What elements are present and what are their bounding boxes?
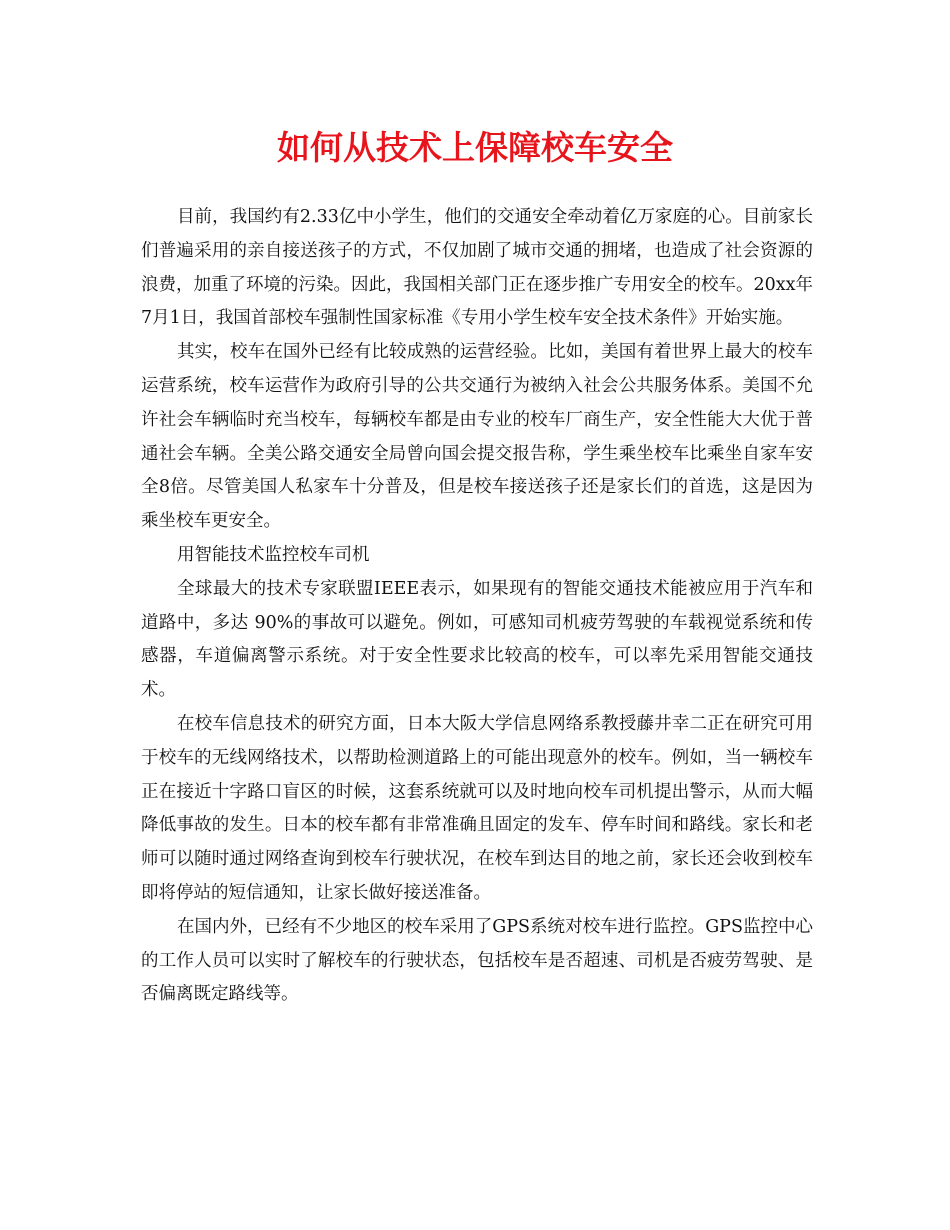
paragraph-ieee: 全球最大的技术专家联盟IEEE表示，如果现有的智能交通技术能被应用于汽车和道路中，多达 90%的事故可以避免。例如，可感知司机疲劳驾驶的车载视觉系统和传感器，车道偏离警示系统。对于安全性要求比较高的校车，可以率先采用智能交通技术。 — [141, 578, 813, 701]
document-body — [141, 201, 813, 1012]
section-heading-smart-monitoring: 用智能技术监控校车司机 — [177, 544, 370, 565]
paragraph-gps-monitoring: 在国内外，已经有不少地区的校车采用了GPS系统对校车进行监控。GPS监控中心的工作人员可以实时了解校车的行驶状态，包括校车是否超速、司机是否疲劳驾驶、是否偏离既定路线等。 — [141, 916, 813, 1005]
paragraph-japan-research: 在校车信息技术的研究方面，日本大阪大学信息网络系教授藤井幸二正在研究可用于校车的无线网络技术，以帮助检测道路上的可能出现意外的校车。例如，当一辆校车正在接近十字路口盲区的时候，这套系统就可以及时地向校车司机提出警示，从而大幅降低事故的发生。日本的校车都有非常准确且固定的发车、停车时间和路线。家长和老师可以随时通过网络查询到校车行驶状况，在校车到达目的地之前，家长还会收到校车即将停站的短信通知，让家长做好接送准备。 — [141, 713, 813, 903]
paragraph-overseas-experience: 其实，校车在国外已经有比较成熟的运营经验。比如，美国有着世界上最大的校车运营系统，校车运营作为政府引导的公共交通行为被纳入社会公共服务体系。美国不允许社会车辆临时充当校车，每辆校车都是由专业的校车厂商生产，安全性能大大优于普通社会车辆。全美公路交通安全局曾向国会提交报告称，学生乘坐校车比乘坐自家车安全8倍。尽管美国人私家车十分普及，但是校车接送孩子还是家长们的首选，这是因为乘坐校车更安全。 — [141, 342, 813, 532]
document-title: 如何从技术上保障校车安全 — [277, 128, 673, 167]
paragraph-intro: 目前，我国约有2.33亿中小学生，他们的交通安全牵动着亿万家庭的心。目前家长们普遍采用的亲自接送孩子的方式，不仅加剧了城市交通的拥堵，也造成了社会资源的浪费，加重了环境的污染。因此，我国相关部门正在逐步推广专用安全的校车。20xx年 7月1日，我国首部校车强制性国家标准《专用小学生校车安全技术条件》开始实施。 — [141, 207, 814, 329]
